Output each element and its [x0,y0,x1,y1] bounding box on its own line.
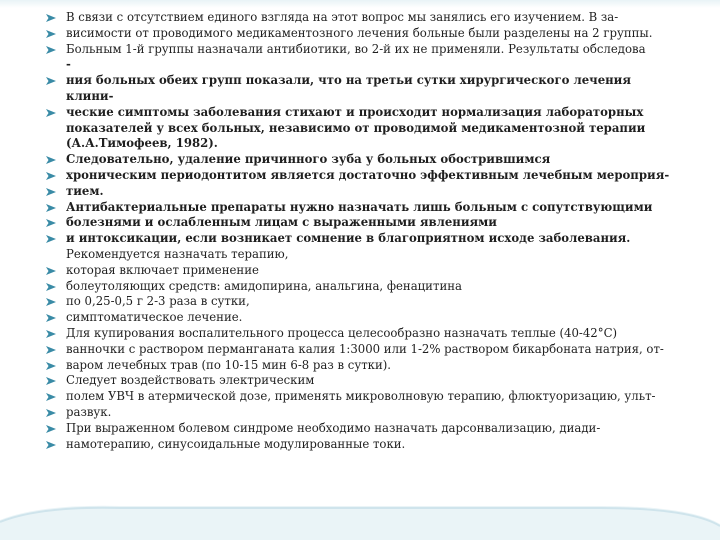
text-line: В связи с отсутствием единого взгляда на этот вопрос мы занялись его изучением. В за- [46,10,686,26]
text-line: показателей у всех больных, независимо от проводимой медикаментозной терапии [66,120,646,135]
arrow-bullet-icon [46,267,56,275]
arrow-bullet-icon [46,14,56,22]
text-line: намотерапию, синусоидальные модулированные токи. [46,437,686,453]
slide-body-text [46,10,686,452]
text-line: симптоматическое лечение. [46,310,686,326]
text-line: - [66,57,71,72]
text-line: Больным 1-й группы назначали антибиотики, во 2-й их не применяли. Результаты обследова [46,42,686,58]
arrow-bullet-icon [46,393,56,401]
arrow-bullet-icon [46,441,56,449]
arrow-bullet-icon [46,30,56,38]
text-line: Следовательно, удаление причинного зуба у больных обострившимся [46,152,686,168]
arrow-bullet-icon [46,219,56,227]
arrow-bullet-icon [46,156,56,164]
text-line: полем УВЧ в атермической дозе, применять микроволновую терапию, флюктуоризацию, ульт- [46,389,686,405]
arrow-bullet-icon [46,298,56,306]
text-line: клини- [66,88,114,103]
arrow-bullet-icon [46,346,56,354]
text-line: варом лечебных трав (по 10-15 мин 6-8 раз в сутки). [46,358,686,374]
text-line: тием. [46,184,686,200]
top-decor-bar [0,0,720,8]
arrow-bullet-icon [46,235,56,243]
text-line: Для купирования воспалительного процесса целесообразно назначать теплые (40-42°С) [46,326,686,342]
arrow-bullet-icon [46,77,56,85]
text-line: которая включает применение [46,263,686,279]
bottom-decor-frame [0,500,720,540]
text-line: по 0,25-0,5 г 2-3 раза в сутки, [46,294,686,310]
text-line: развук. [46,405,686,421]
text-line: ния больных обеих групп показали, что на третьи сутки хирургического лечения [46,73,686,89]
arrow-bullet-icon [46,362,56,370]
arrow-bullet-icon [46,425,56,433]
arrow-bullet-icon [46,409,56,417]
text-line: Следует воздействовать электрическим [46,373,686,389]
text-line: ческие симптомы заболевания стихают и происходит нормализация лабораторных [46,105,686,121]
arrow-bullet-icon [46,204,56,212]
arrow-bullet-icon [46,283,56,291]
arrow-bullet-icon [46,188,56,196]
text-line: При выраженном болевом синдроме необходимо назначать дарсонвализацию, диади- [46,421,686,437]
text-line: болеутоляющих средств: амидопирина, анальгина, фенацитина [46,279,686,295]
arrow-bullet-icon [46,172,56,180]
bottom-wave-decor [0,500,720,540]
text-line: Антибактериальные препараты нужно назначать лишь больным с сопутствующими [46,200,686,216]
text-line: Рекомендуется назначать терапию, [66,246,289,261]
text-line: болезнями и ослабленным лицам с выраженными явлениями [46,215,686,231]
arrow-bullet-icon [46,314,56,322]
arrow-bullet-icon [46,46,56,54]
text-line: и интоксикации, если возникает сомнение в благоприятном исходе заболевания. [46,231,686,247]
text-line: висимости от проводимого медикаментозного лечения больные были разделены на 2 группы. [46,26,686,42]
arrow-bullet-icon [46,377,56,385]
arrow-bullet-icon [46,330,56,338]
text-line: (А.А.Тимофеев, 1982). [66,136,218,151]
arrow-bullet-icon [46,109,56,117]
text-line: ванночки с раствором перманганата калия 1:3000 или 1-2% раствором бикарбоната натрия, от- [46,342,686,358]
text-line: хроническим периодонтитом является достаточно эффективным лечебным мероприя- [46,168,686,184]
